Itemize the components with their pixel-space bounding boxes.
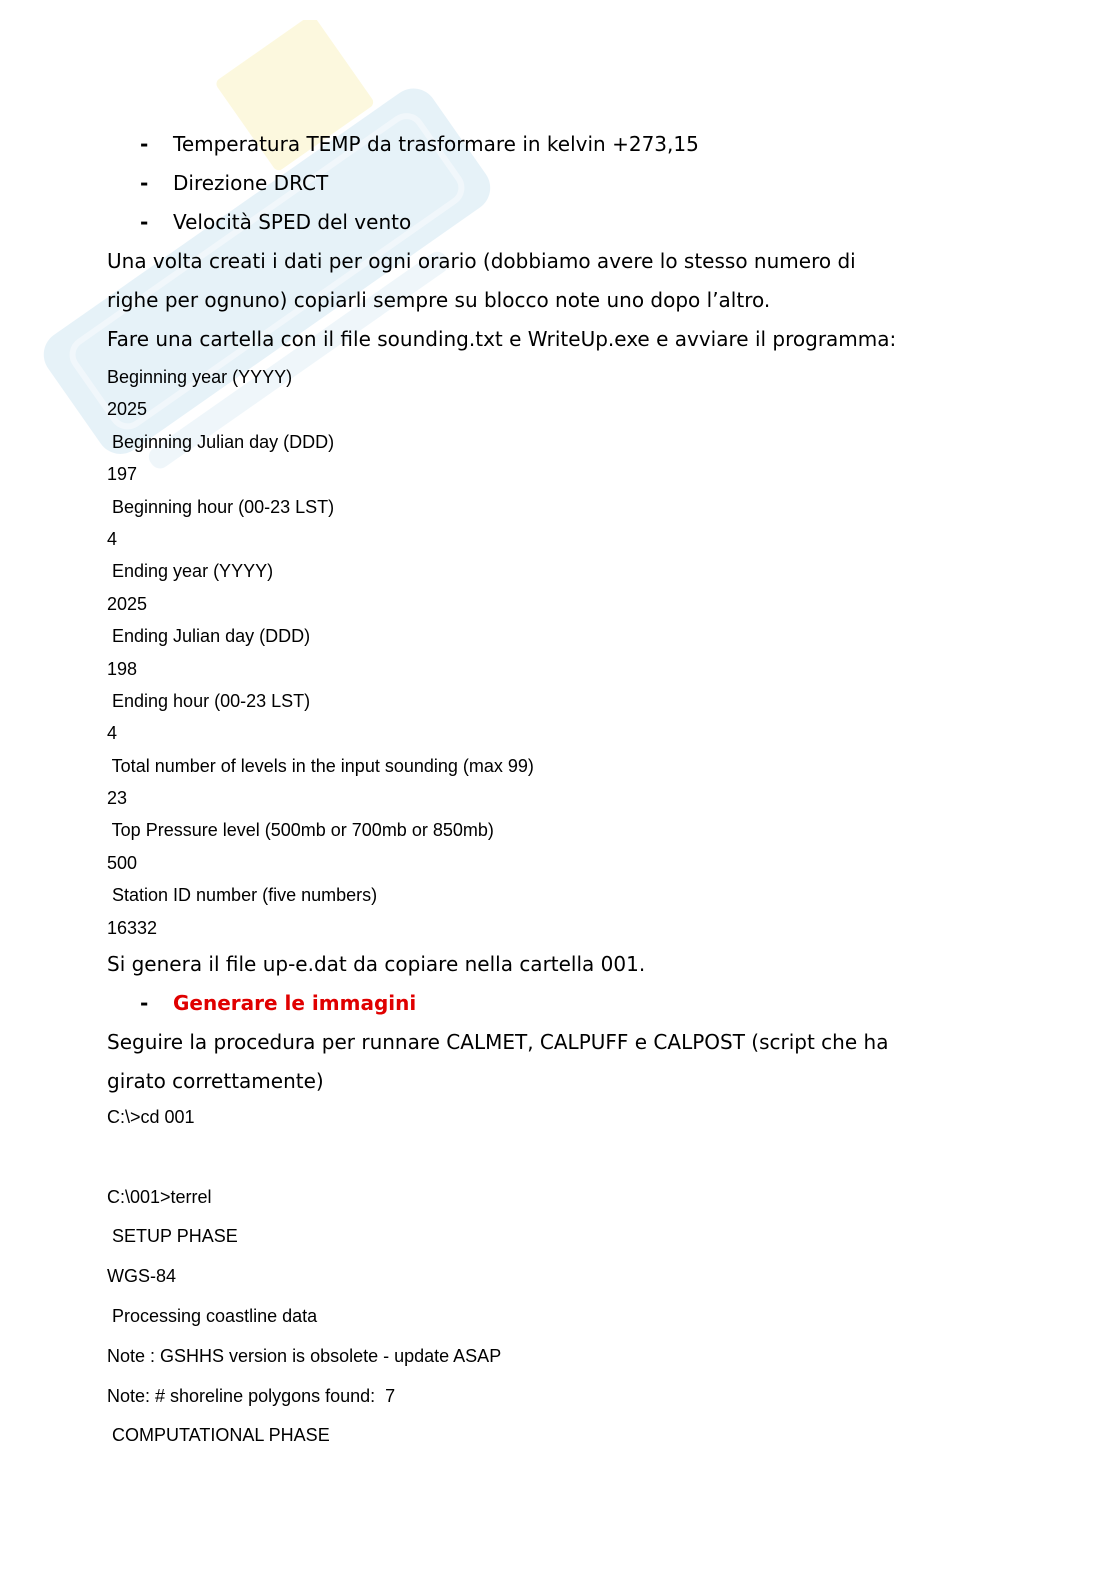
value-line: 23	[107, 788, 128, 809]
bullet-marker: -	[140, 991, 149, 1015]
value-line: 198	[107, 658, 138, 679]
section-bullet	[107, 984, 1067, 1023]
bullet-marker: -	[140, 210, 149, 234]
prompt-line: Ending hour (00-23 LST)	[107, 690, 311, 711]
console-line: Processing coastline data	[107, 1305, 318, 1326]
prompt-line: Station ID number (five numbers)	[107, 885, 378, 906]
generation-section	[107, 945, 1067, 1101]
section-heading: Generare le immagini	[173, 991, 417, 1015]
paragraph-line: Fare una cartella con il file sounding.txt e WriteUp.exe e avviare il programma:	[107, 327, 897, 351]
bullet-item	[107, 164, 1067, 203]
value-line: 4	[107, 723, 118, 744]
console-line: COMPUTATIONAL PHASE	[107, 1425, 330, 1446]
paragraph-line: Seguire la procedura per runnare CALMET, CALPUFF e CALPOST (script che ha	[107, 1030, 889, 1054]
value-line: 500	[107, 852, 138, 873]
bullet-text: Velocità SPED del vento	[173, 210, 412, 234]
bullet-marker: -	[140, 171, 149, 195]
console-output	[107, 1098, 1067, 1456]
value-line: 2025	[107, 593, 148, 614]
bullet-text: Direzione DRCT	[173, 171, 329, 195]
console-line: WGS-84	[107, 1266, 177, 1287]
paragraph-line: Una volta creati i dati per ogni orario (dobbiamo avere lo stesso numero di	[107, 249, 856, 273]
value-line: 2025	[107, 399, 148, 420]
console-line: Note: # shoreline polygons found: 7	[107, 1385, 396, 1406]
prompt-line: Beginning year (YYYY)	[107, 367, 293, 387]
paragraph-line: righe per ognuno) copiarli sempre su blocco note uno dopo l’altro.	[107, 288, 771, 312]
bullet-item	[107, 203, 1067, 242]
bullet-item	[107, 125, 1067, 164]
bullet-marker: -	[140, 132, 149, 156]
value-line: 16332	[107, 917, 158, 938]
paragraph-line: girato correttamente)	[107, 1069, 324, 1093]
sounding-prompts	[107, 361, 1067, 944]
console-line: SETUP PHASE	[107, 1226, 238, 1247]
prompt-line: Top Pressure level (500mb or 700mb or 850mb)	[107, 820, 494, 841]
value-line: 197	[107, 464, 138, 485]
prompt-line: Beginning hour (00-23 LST)	[107, 496, 335, 517]
console-line	[107, 1138, 1067, 1178]
console-line: C:\>cd 001	[107, 1107, 195, 1127]
prompt-line: Beginning Julian day (DDD)	[107, 431, 335, 452]
bullet-text: Temperatura TEMP da trasformare in kelvin +273,15	[173, 132, 699, 156]
prompt-line: Ending year (YYYY)	[107, 561, 274, 582]
value-line: 4	[107, 528, 118, 549]
console-line: Note : GSHHS version is obsolete - update ASAP	[107, 1345, 502, 1366]
prompt-line: Total number of levels in the input sounding (max 99)	[107, 755, 534, 776]
console-line: C:\001>terrel	[107, 1186, 212, 1207]
prompt-line: Ending Julian day (DDD)	[107, 626, 311, 647]
intro-section	[107, 125, 1067, 359]
paragraph-line: Si genera il file up-e.dat da copiare nella cartella 001.	[107, 952, 646, 976]
